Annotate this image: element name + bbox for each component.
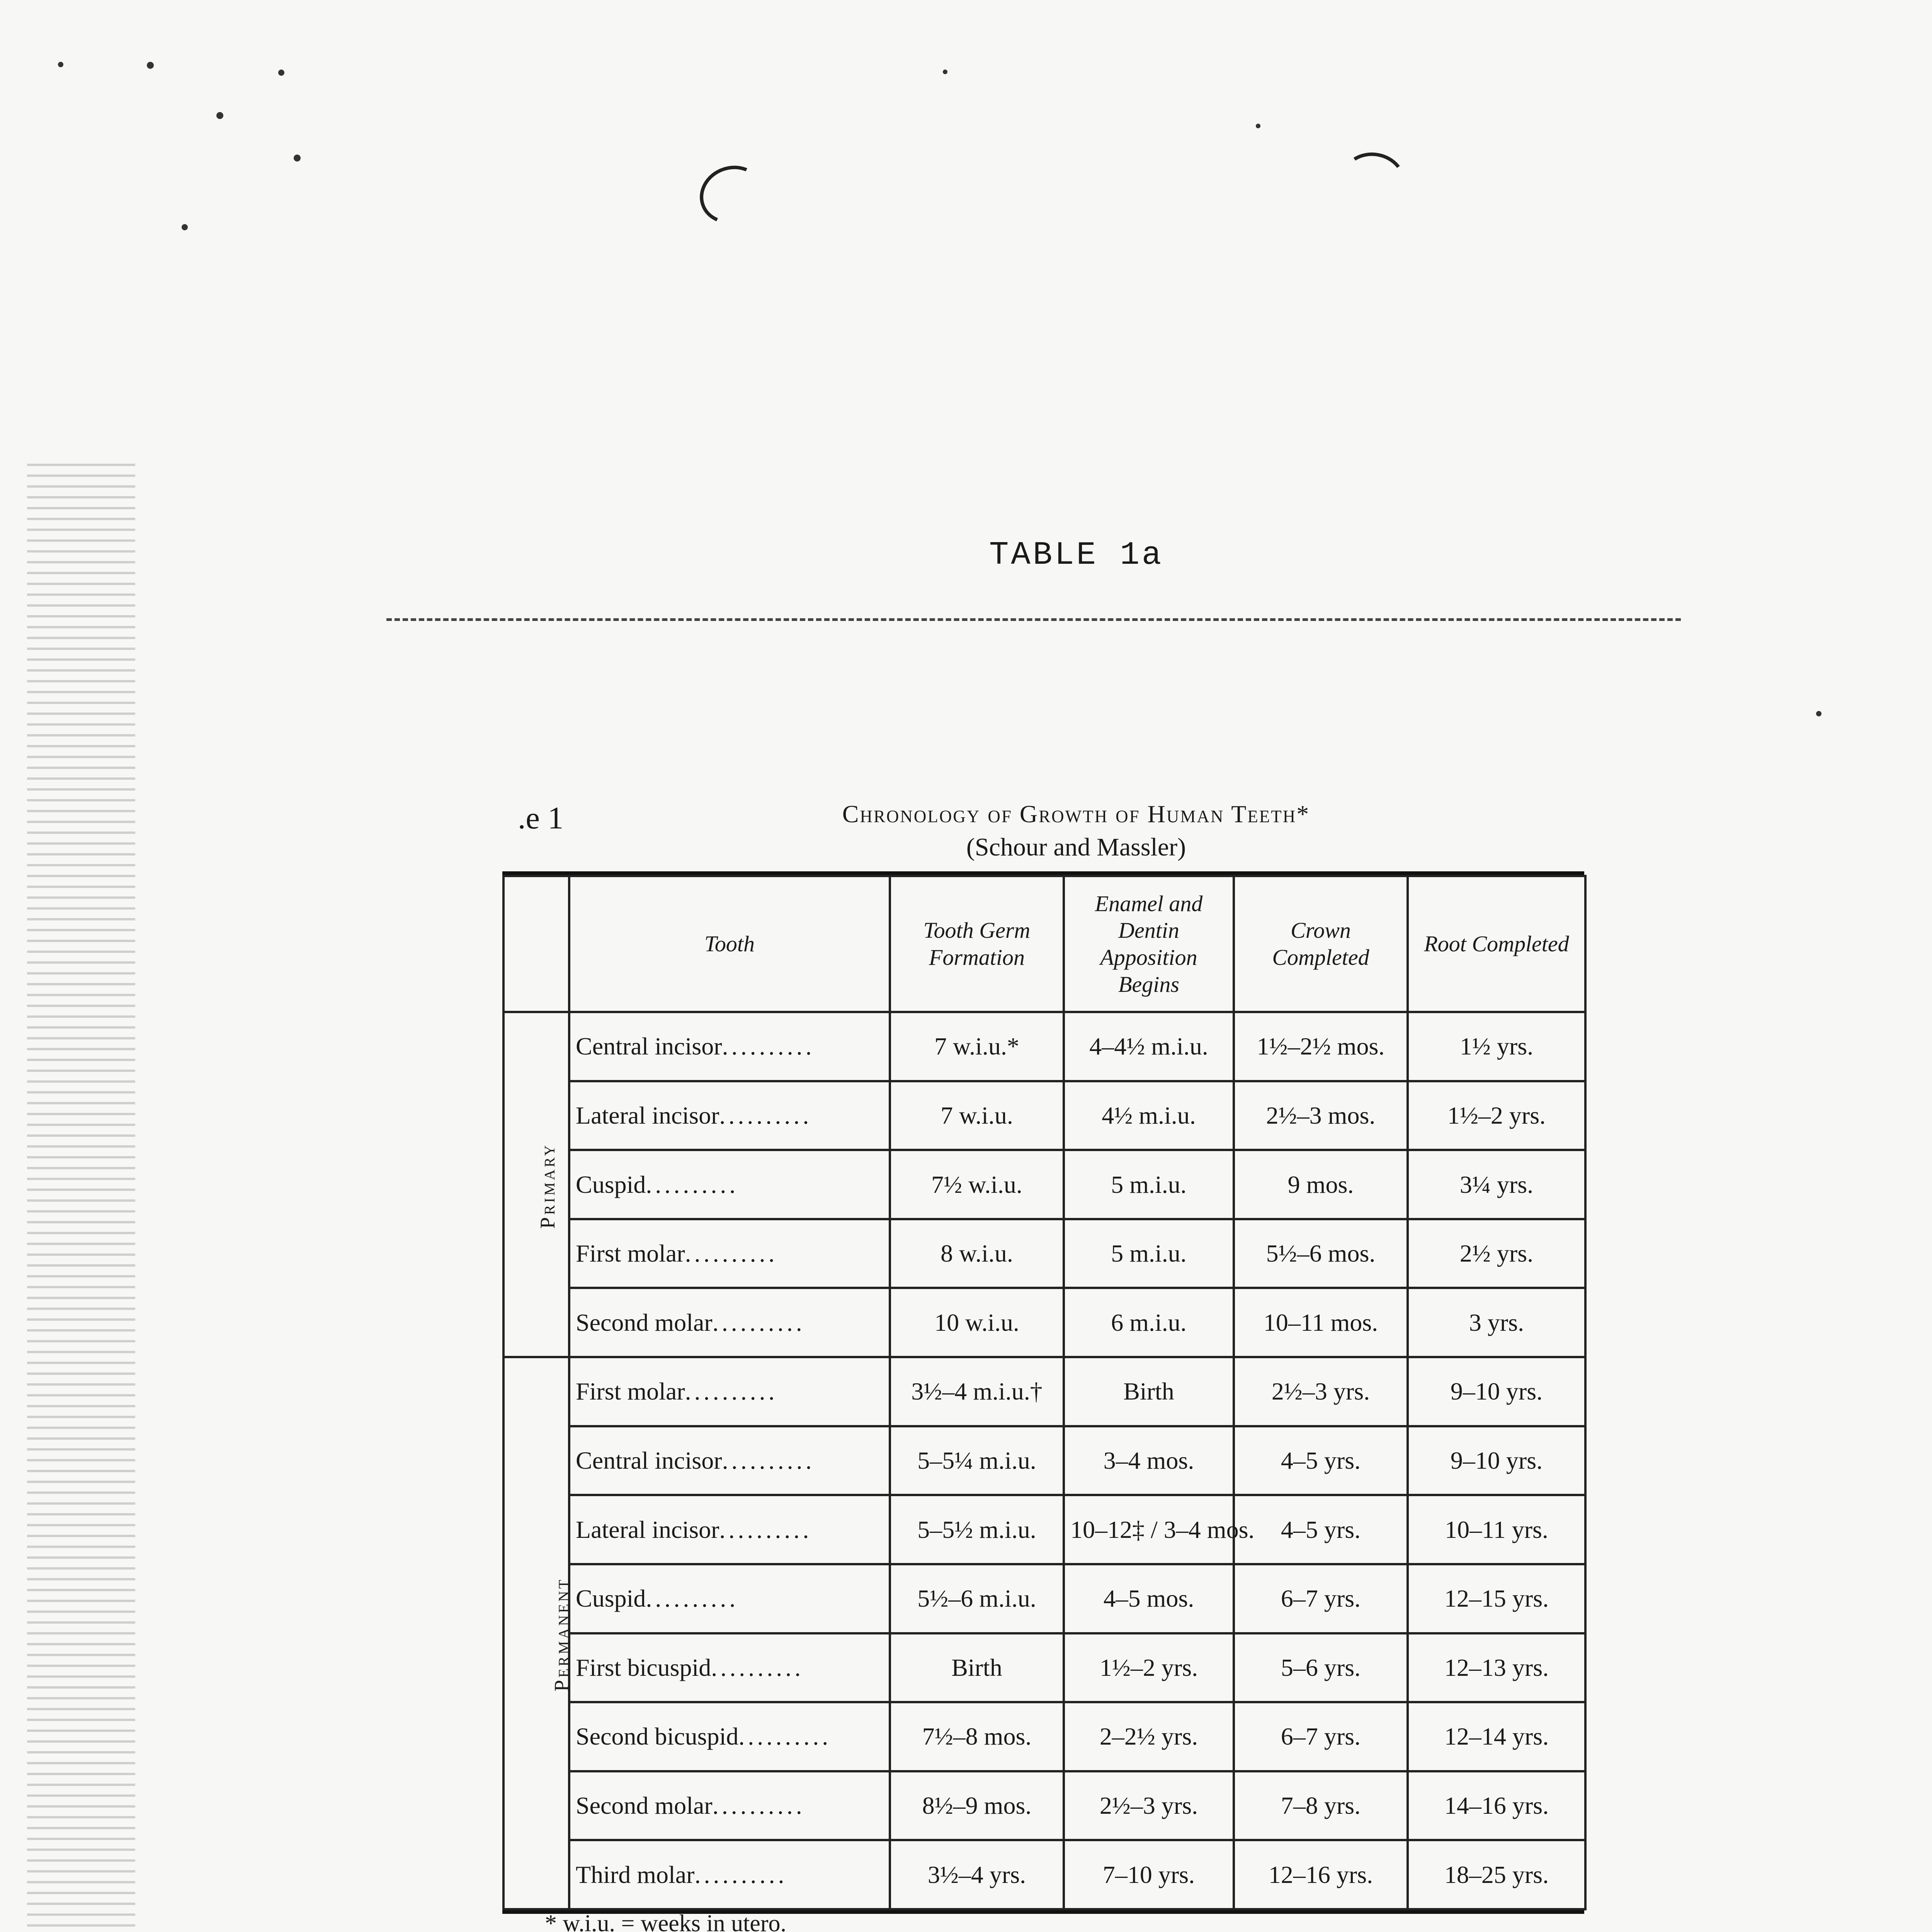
scan-margin-noise [27, 464, 135, 1932]
chronology-table [502, 871, 1584, 1914]
enamel-cell: 4–5 mos. [1064, 1564, 1234, 1633]
tooth-cell: Third molar.......... [569, 1840, 890, 1909]
crown-cell: 12–16 yrs. [1234, 1840, 1408, 1909]
tooth-cell: Cuspid.......... [569, 1150, 890, 1219]
root-cell: 12–14 yrs. [1408, 1702, 1585, 1771]
crown-cell: 6–7 yrs. [1234, 1702, 1408, 1771]
germ-cell: 7 w.i.u. [890, 1081, 1064, 1150]
enamel-cell: Birth [1064, 1357, 1234, 1426]
table-row [503, 1012, 1585, 1081]
root-cell: 2½ yrs. [1408, 1219, 1585, 1288]
tooth-cell: Lateral incisor.......... [569, 1081, 890, 1150]
table-subtitle: (Schour and Massler) [966, 833, 1186, 861]
footnotes [502, 1911, 1584, 1932]
header-row [503, 876, 1585, 1012]
tooth-cell: First molar.......... [569, 1219, 890, 1288]
table-label: TABLE 1a [989, 537, 1164, 574]
germ-cell: 8 w.i.u. [890, 1219, 1064, 1288]
table-row [503, 1150, 1585, 1219]
root-cell: 3 yrs. [1408, 1288, 1585, 1357]
enamel-cell: 6 m.i.u. [1064, 1288, 1234, 1357]
root-cell: 9–10 yrs. [1408, 1357, 1585, 1426]
enamel-cell: 3–4 mos. [1064, 1426, 1234, 1495]
enamel-cell: 5 m.i.u. [1064, 1150, 1234, 1219]
crown-cell: 5½–6 mos. [1234, 1219, 1408, 1288]
tooth-cell: Cuspid.......... [569, 1564, 890, 1633]
primary-body [503, 1012, 1585, 1357]
root-cell: 14–16 yrs. [1408, 1771, 1585, 1840]
enamel-cell: 4½ m.i.u. [1064, 1081, 1234, 1150]
col-header-germ: Tooth Germ Formation [890, 876, 1064, 1012]
crown-cell: 7–8 yrs. [1234, 1771, 1408, 1840]
enamel-cell: 4–4½ m.i.u. [1064, 1012, 1234, 1081]
tooth-cell: Lateral incisor.......... [569, 1495, 890, 1564]
root-cell: 18–25 yrs. [1408, 1840, 1585, 1909]
table-row [503, 1081, 1585, 1150]
speck [294, 155, 301, 162]
table-row [503, 1702, 1585, 1771]
table-row [503, 1495, 1585, 1564]
germ-cell: 5–5¼ m.i.u. [890, 1426, 1064, 1495]
speck [147, 62, 154, 69]
group-header-blank [503, 876, 569, 1012]
punch-hole-left [692, 157, 772, 233]
table-row [503, 1564, 1585, 1633]
germ-cell: 3½–4 m.i.u.† [890, 1357, 1064, 1426]
crown-cell: 10–11 mos. [1234, 1288, 1408, 1357]
table-row [503, 1771, 1585, 1840]
germ-cell: 7½–8 mos. [890, 1702, 1064, 1771]
speck [182, 224, 188, 230]
speck [58, 62, 63, 67]
col-header-tooth: Tooth [569, 876, 890, 1012]
enamel-cell: 7–10 yrs. [1064, 1840, 1234, 1909]
punch-hole-right [1336, 148, 1410, 215]
speck [1256, 124, 1260, 128]
germ-cell: 7½ w.i.u. [890, 1150, 1064, 1219]
crown-cell: 6–7 yrs. [1234, 1564, 1408, 1633]
speck [1816, 711, 1821, 716]
tooth-cell: Central incisor.......... [569, 1012, 890, 1081]
crown-cell: 2½–3 mos. [1234, 1081, 1408, 1150]
crown-cell: 4–5 yrs. [1234, 1426, 1408, 1495]
crown-cell: 4–5 yrs. [1234, 1495, 1408, 1564]
tooth-cell: First bicuspid.......... [569, 1633, 890, 1702]
enamel-cell: 5 m.i.u. [1064, 1219, 1234, 1288]
tooth-cell: Second molar.......... [569, 1288, 890, 1357]
germ-cell: Birth [890, 1633, 1064, 1702]
root-cell: 3¼ yrs. [1408, 1150, 1585, 1219]
table-row [503, 1288, 1585, 1357]
dashed-rule [386, 618, 1681, 621]
crown-cell: 2½–3 yrs. [1234, 1357, 1408, 1426]
col-header-root: Root Completed [1408, 876, 1585, 1012]
table-row [503, 1357, 1585, 1426]
enamel-cell: 1½–2 yrs. [1064, 1633, 1234, 1702]
germ-cell: 3½–4 yrs. [890, 1840, 1064, 1909]
tooth-cell: Central incisor.......... [569, 1426, 890, 1495]
tooth-cell: Second bicuspid.......... [569, 1702, 890, 1771]
table-row [503, 1840, 1585, 1909]
enamel-cell: 2–2½ yrs. [1064, 1702, 1234, 1771]
tooth-cell: Second molar.......... [569, 1771, 890, 1840]
table-row [503, 1219, 1585, 1288]
table-row [503, 1633, 1585, 1702]
permanent-body [503, 1357, 1585, 1909]
crown-cell: 1½–2½ mos. [1234, 1012, 1408, 1081]
germ-cell: 7 w.i.u.* [890, 1012, 1064, 1081]
crown-cell: 5–6 yrs. [1234, 1633, 1408, 1702]
speck [943, 70, 947, 74]
root-cell: 1½–2 yrs. [1408, 1081, 1585, 1150]
col-header-crown: Crown Completed [1234, 876, 1408, 1012]
enamel-cell: 10–12‡ / 3–4 mos. [1064, 1495, 1234, 1564]
root-cell: 10–11 yrs. [1408, 1495, 1585, 1564]
group-label-primary: Primary [503, 1012, 569, 1357]
enamel-cell: 2½–3 yrs. [1064, 1771, 1234, 1840]
group-label-permanent: Permanent [503, 1357, 569, 1909]
crown-cell: 9 mos. [1234, 1150, 1408, 1219]
root-cell: 1½ yrs. [1408, 1012, 1585, 1081]
table-title: Chronology of Growth of Human Teeth* [842, 800, 1310, 828]
table-row [503, 1426, 1585, 1495]
germ-cell: 5–5½ m.i.u. [890, 1495, 1064, 1564]
col-header-enamel: Enamel and Dentin Apposition Begins [1064, 876, 1234, 1012]
tooth-cell: First molar.......... [569, 1357, 890, 1426]
speck [216, 112, 223, 119]
germ-cell: 10 w.i.u. [890, 1288, 1064, 1357]
speck [278, 70, 284, 76]
root-cell: 12–15 yrs. [1408, 1564, 1585, 1633]
root-cell: 12–13 yrs. [1408, 1633, 1585, 1702]
germ-cell: 5½–6 m.i.u. [890, 1564, 1064, 1633]
root-cell: 9–10 yrs. [1408, 1426, 1585, 1495]
table-prefix: .e 1 [518, 800, 564, 835]
germ-cell: 8½–9 mos. [890, 1771, 1064, 1840]
footnote-wiu: * w.i.u. = weeks in utero. [545, 1910, 786, 1932]
